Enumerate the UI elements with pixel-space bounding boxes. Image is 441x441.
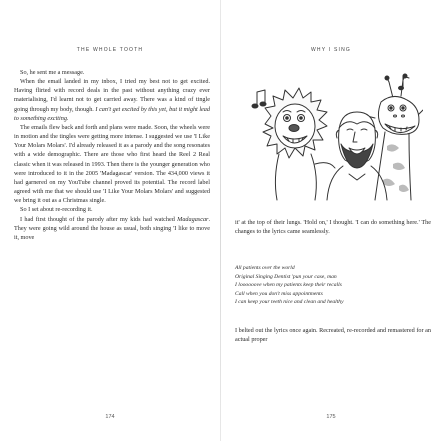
paragraph-2-text: When the email landed in my inbox, I tried my best not to get excited. Having flirted with record deals in the past without anything crazy ever materialising, I'd learnt not to get carried away. There was a kind of tingle going through my body, though. (14, 78, 210, 113)
running-head-left: THE WHOLE TOOTH (76, 47, 144, 53)
cartoon-illustration (243, 68, 423, 208)
lyrics-line: I loooooove when my patients keep their recalls (235, 282, 342, 289)
body-text-left (14, 68, 210, 242)
paragraph-3: The emails flew back and forth and plans were made. Soon, the wheels were in motion and the tingles were getting more intense. I suggested we use 'I Like Your Molars Molars'. I'd already released it as a parody and the song resonates with a wide demographic. There are those who first heard the Reel 2 Real classic when it was released in 1993. Then there is the younger generation who were introduced to it in the 2005 'Madagascar' version. The 434,000 views it had garnered on my YouTube channel proved its potential. The record label agreed with me that we should use 'I Like Your Molars Molars' and suggested we bring it out as a Christmas single. (14, 123, 210, 205)
lyrics-block (235, 264, 431, 307)
lyrics-line: Original Singing Dentist 'pun your case, man (235, 273, 337, 280)
lyrics-line: All patients over the world (235, 265, 295, 271)
paragraph-5-text: I had first thought of the parody after my kids had watched (20, 215, 178, 223)
body-text-right (235, 218, 431, 236)
lion-icon (263, 88, 335, 200)
paragraph-2 (14, 77, 210, 123)
paragraph-4: So I set about re-recording it. (20, 206, 93, 214)
paragraph-1: So, he sent me a message. (20, 69, 85, 76)
paragraph-2-italic: I can't get excited by this yet, but it might lead to something exciting. (14, 105, 210, 122)
page-number-left: 174 (105, 414, 115, 420)
running-head-right: WHY I SING (311, 47, 351, 53)
paragraph-5-text-after: . They were going wild around the house as usual, both singing 'I like to move it, move (14, 215, 210, 241)
page-number-right: 175 (326, 414, 336, 420)
right-paragraph-2: I belted out the lyrics once again. Recreated, re-recorded and remastered for an actual proper (235, 327, 431, 344)
music-note-icon (252, 90, 266, 108)
dentist-man-icon (327, 112, 387, 200)
right-paragraph-1: it' at the top of their lungs. 'Hold on,' I thought. 'I can do something here.' The changes to the lyrics came seamlessly. (235, 219, 431, 236)
paragraph-5-italic: Madagascar (177, 215, 209, 223)
lyrics-line: Call when you don't miss appointments (235, 290, 323, 297)
left-page (0, 0, 220, 441)
paragraph-5 (14, 215, 210, 242)
right-page (221, 0, 441, 441)
body-text-right-2 (235, 326, 431, 344)
lyrics-line: I can keep your teeth nice and clean and healthy (235, 299, 344, 306)
